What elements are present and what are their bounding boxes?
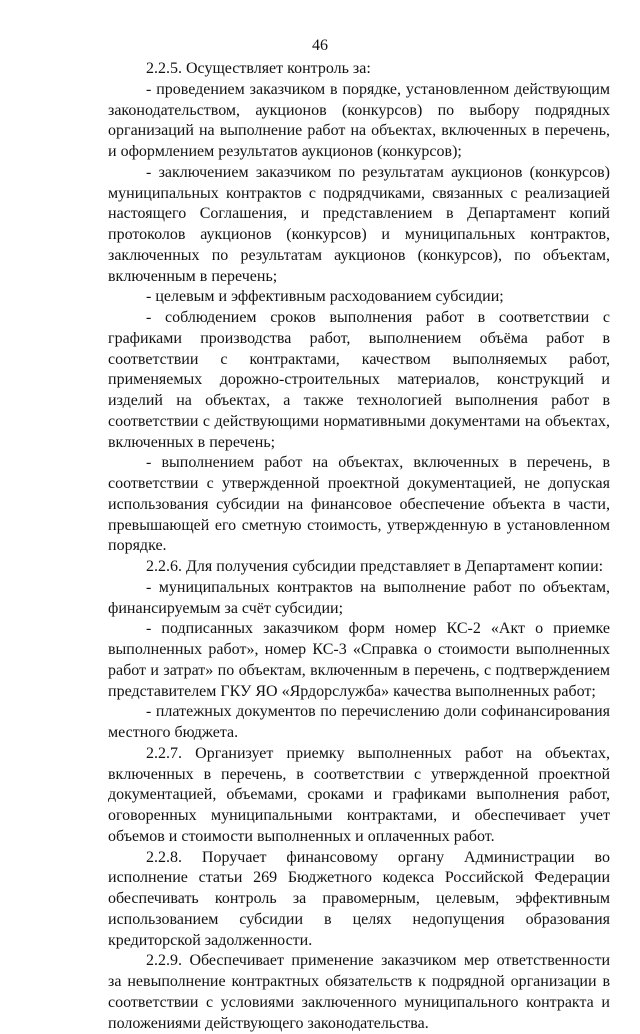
clause-2-2-5-item-project-docs: - выполнением работ на объектах, включенных в перечень, в соответствии с утвержденной проектной документацией, не допуская использования субсидии на финансовое обеспечение объекта в части, превышающей его сметную стоимость, утвержденную в установленном порядке. <box>108 454 610 555</box>
clause-2-2-9: 2.2.9. Обеспечивает применение заказчиком мер ответственности за невыполнение контрактных обязательств к подрядной организации в соответствии с условиями заключенного муниципального контракта и положениями действующего законодательства. <box>108 952 610 1032</box>
clause-2-2-6-item-payments: - платежных документов по перечислению доли софинансирования местного бюджета. <box>108 703 610 741</box>
document-body <box>108 59 610 1034</box>
clause-2-2-6-item-forms: - подписанных заказчиком форм номер КС-2 «Акт о приемке выполненных работ», номер КС-3 «Справка о стоимости выполненных работ и затрат» по объектам, включенным в перечень, с подтверждением представителем ГКУ ЯО «Ярдорслужба» качества выполненных работ; <box>108 620 610 700</box>
clause-2-2-7: 2.2.7. Организует приемку выполненных работ на объектах, включенных в перечень, в соответствии с утвержденной проектной документацией, объемами, сроками и графиками выполнения работ, оговоренных муниципальными контрактами, и обеспечивает учет объемов и стоимости выполненных и оплаченных работ. <box>108 744 610 845</box>
clause-2-2-5-item-contracts: - заключением заказчиком по результатам аукционов (конкурсов) муниципальных контрактов с подрядчиками, связанных с реализацией настоящего Соглашения, и представлением в Департамент копий протоколов аукционов (конкурсов) и муниципальных контрактов, заключенных по результатам аукционов (конкурсов), по объектам, включенным в перечень; <box>108 163 610 285</box>
clause-2-2-5-item-subsidy-use: - целевым и эффективным расходованием субсидии; <box>146 288 504 306</box>
clause-2-2-6-heading: 2.2.6. Для получения субсидии представляет в Департамент копии: <box>146 558 604 575</box>
clause-2-2-6-item-contracts: - муниципальных контрактов на выполнение работ по объектам, финансируемым за счёт субсидии; <box>108 578 610 617</box>
clause-2-2-5-item-auctions: - проведением заказчиком в порядке, установленном действующим законодательством, аукционов (конкурсов) по выбору подрядных организаций на выполнение работ на объектах, включенных в перечень, и оформлением результатов аукционов (конкурсов); <box>108 80 610 160</box>
clause-2-2-8: 2.2.8. Поручает финансовому органу Администрации во исполнение статьи 269 Бюджетного кодекса Российской Федерации обеспечивать контроль за правомерным, целевым, эффективным использованием субсидии в целях недопущения образования кредиторской задолженности. <box>108 848 610 949</box>
page-number: 46 <box>312 37 328 54</box>
clause-2-2-5-item-deadlines: - соблюдением сроков выполнения работ в соответствии с графиками производства работ, выполнением объёма работ в соответствии с контрактами, качеством выполняемых работ, применяемых дорожно-строительных материалов, конструкций и изделий на объектах, а также технологией выполнения работ в соответствии с действующими нормативными документами на объектах, включенных в перечень; <box>108 309 610 451</box>
clause-2-2-5-heading: 2.2.5. Осуществляет контроль за: <box>146 60 371 77</box>
